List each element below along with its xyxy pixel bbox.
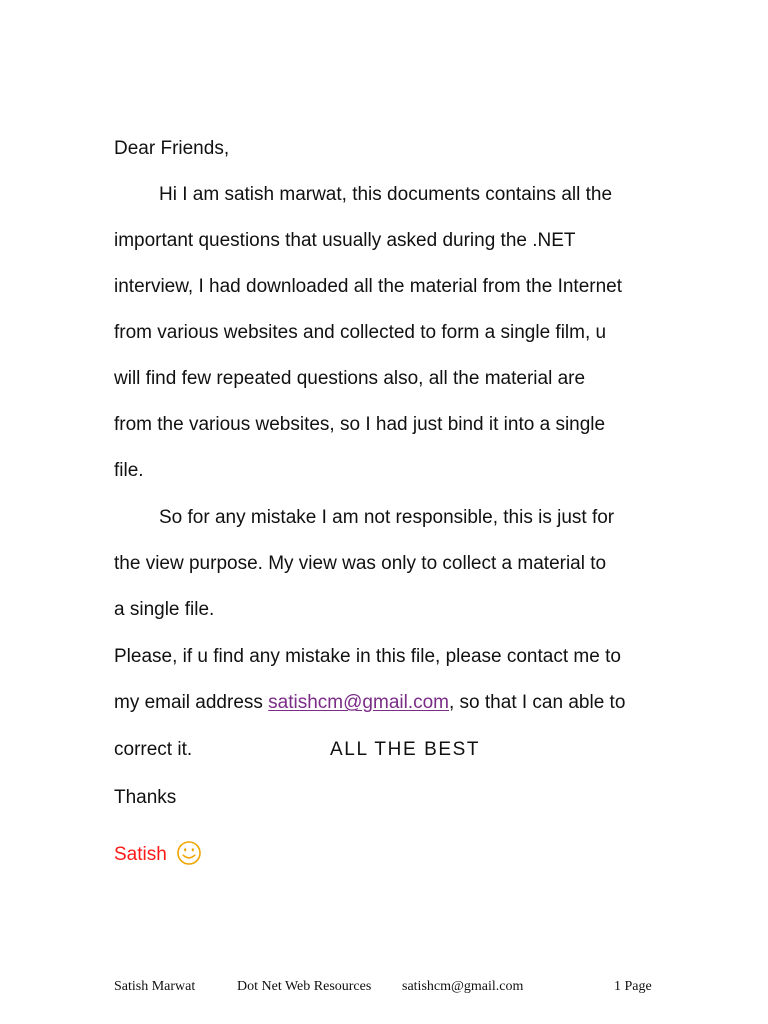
all-the-best-text: ALL THE BEST xyxy=(330,739,481,760)
paragraph-1-line-5: will find few repeated questions also, all the material are xyxy=(114,368,586,389)
paragraph-1-line-7: file. xyxy=(114,460,144,481)
paragraph-1-line-2: important questions that usually asked during the .NET xyxy=(114,230,576,251)
paragraph-1-line-3: interview, I had downloaded all the material from the Internet xyxy=(114,276,623,297)
footer-page-number: 1 Page xyxy=(614,979,652,994)
footer-author: Satish Marwat xyxy=(114,979,196,994)
paragraph-2-line-1: So for any mistake I am not responsible, this is just for xyxy=(159,507,615,528)
email-link[interactable]: satishcm@gmail.com xyxy=(268,692,449,713)
paragraph-1-line-4: from various websites and collected to form a single film, u xyxy=(114,322,607,343)
signature-name: Satish xyxy=(114,844,167,865)
paragraph-3-line-1: Please, if u find any mistake in this file, please contact me to xyxy=(114,646,621,667)
greeting: Dear Friends, xyxy=(114,138,230,159)
smiley-face-icon xyxy=(176,840,202,866)
paragraph-3-line-2 xyxy=(114,691,625,715)
paragraph-2-line-3: a single file. xyxy=(114,599,215,620)
paragraph-3-line-3: correct it. xyxy=(114,739,193,760)
thanks-text: Thanks xyxy=(114,787,177,808)
paragraph-1-line-1: Hi I am satish marwat, this documents contains all the xyxy=(159,184,613,205)
paragraph-2-line-2: the view purpose. My view was only to collect a material to xyxy=(114,553,607,574)
email-prefix: my email address xyxy=(114,692,269,713)
email-suffix: , so that I can able to xyxy=(449,692,626,713)
footer-email: satishcm@gmail.com xyxy=(402,979,524,994)
footer-title: Dot Net Web Resources xyxy=(237,979,372,994)
paragraph-1-line-6: from the various websites, so I had just bind it into a single xyxy=(114,414,606,435)
